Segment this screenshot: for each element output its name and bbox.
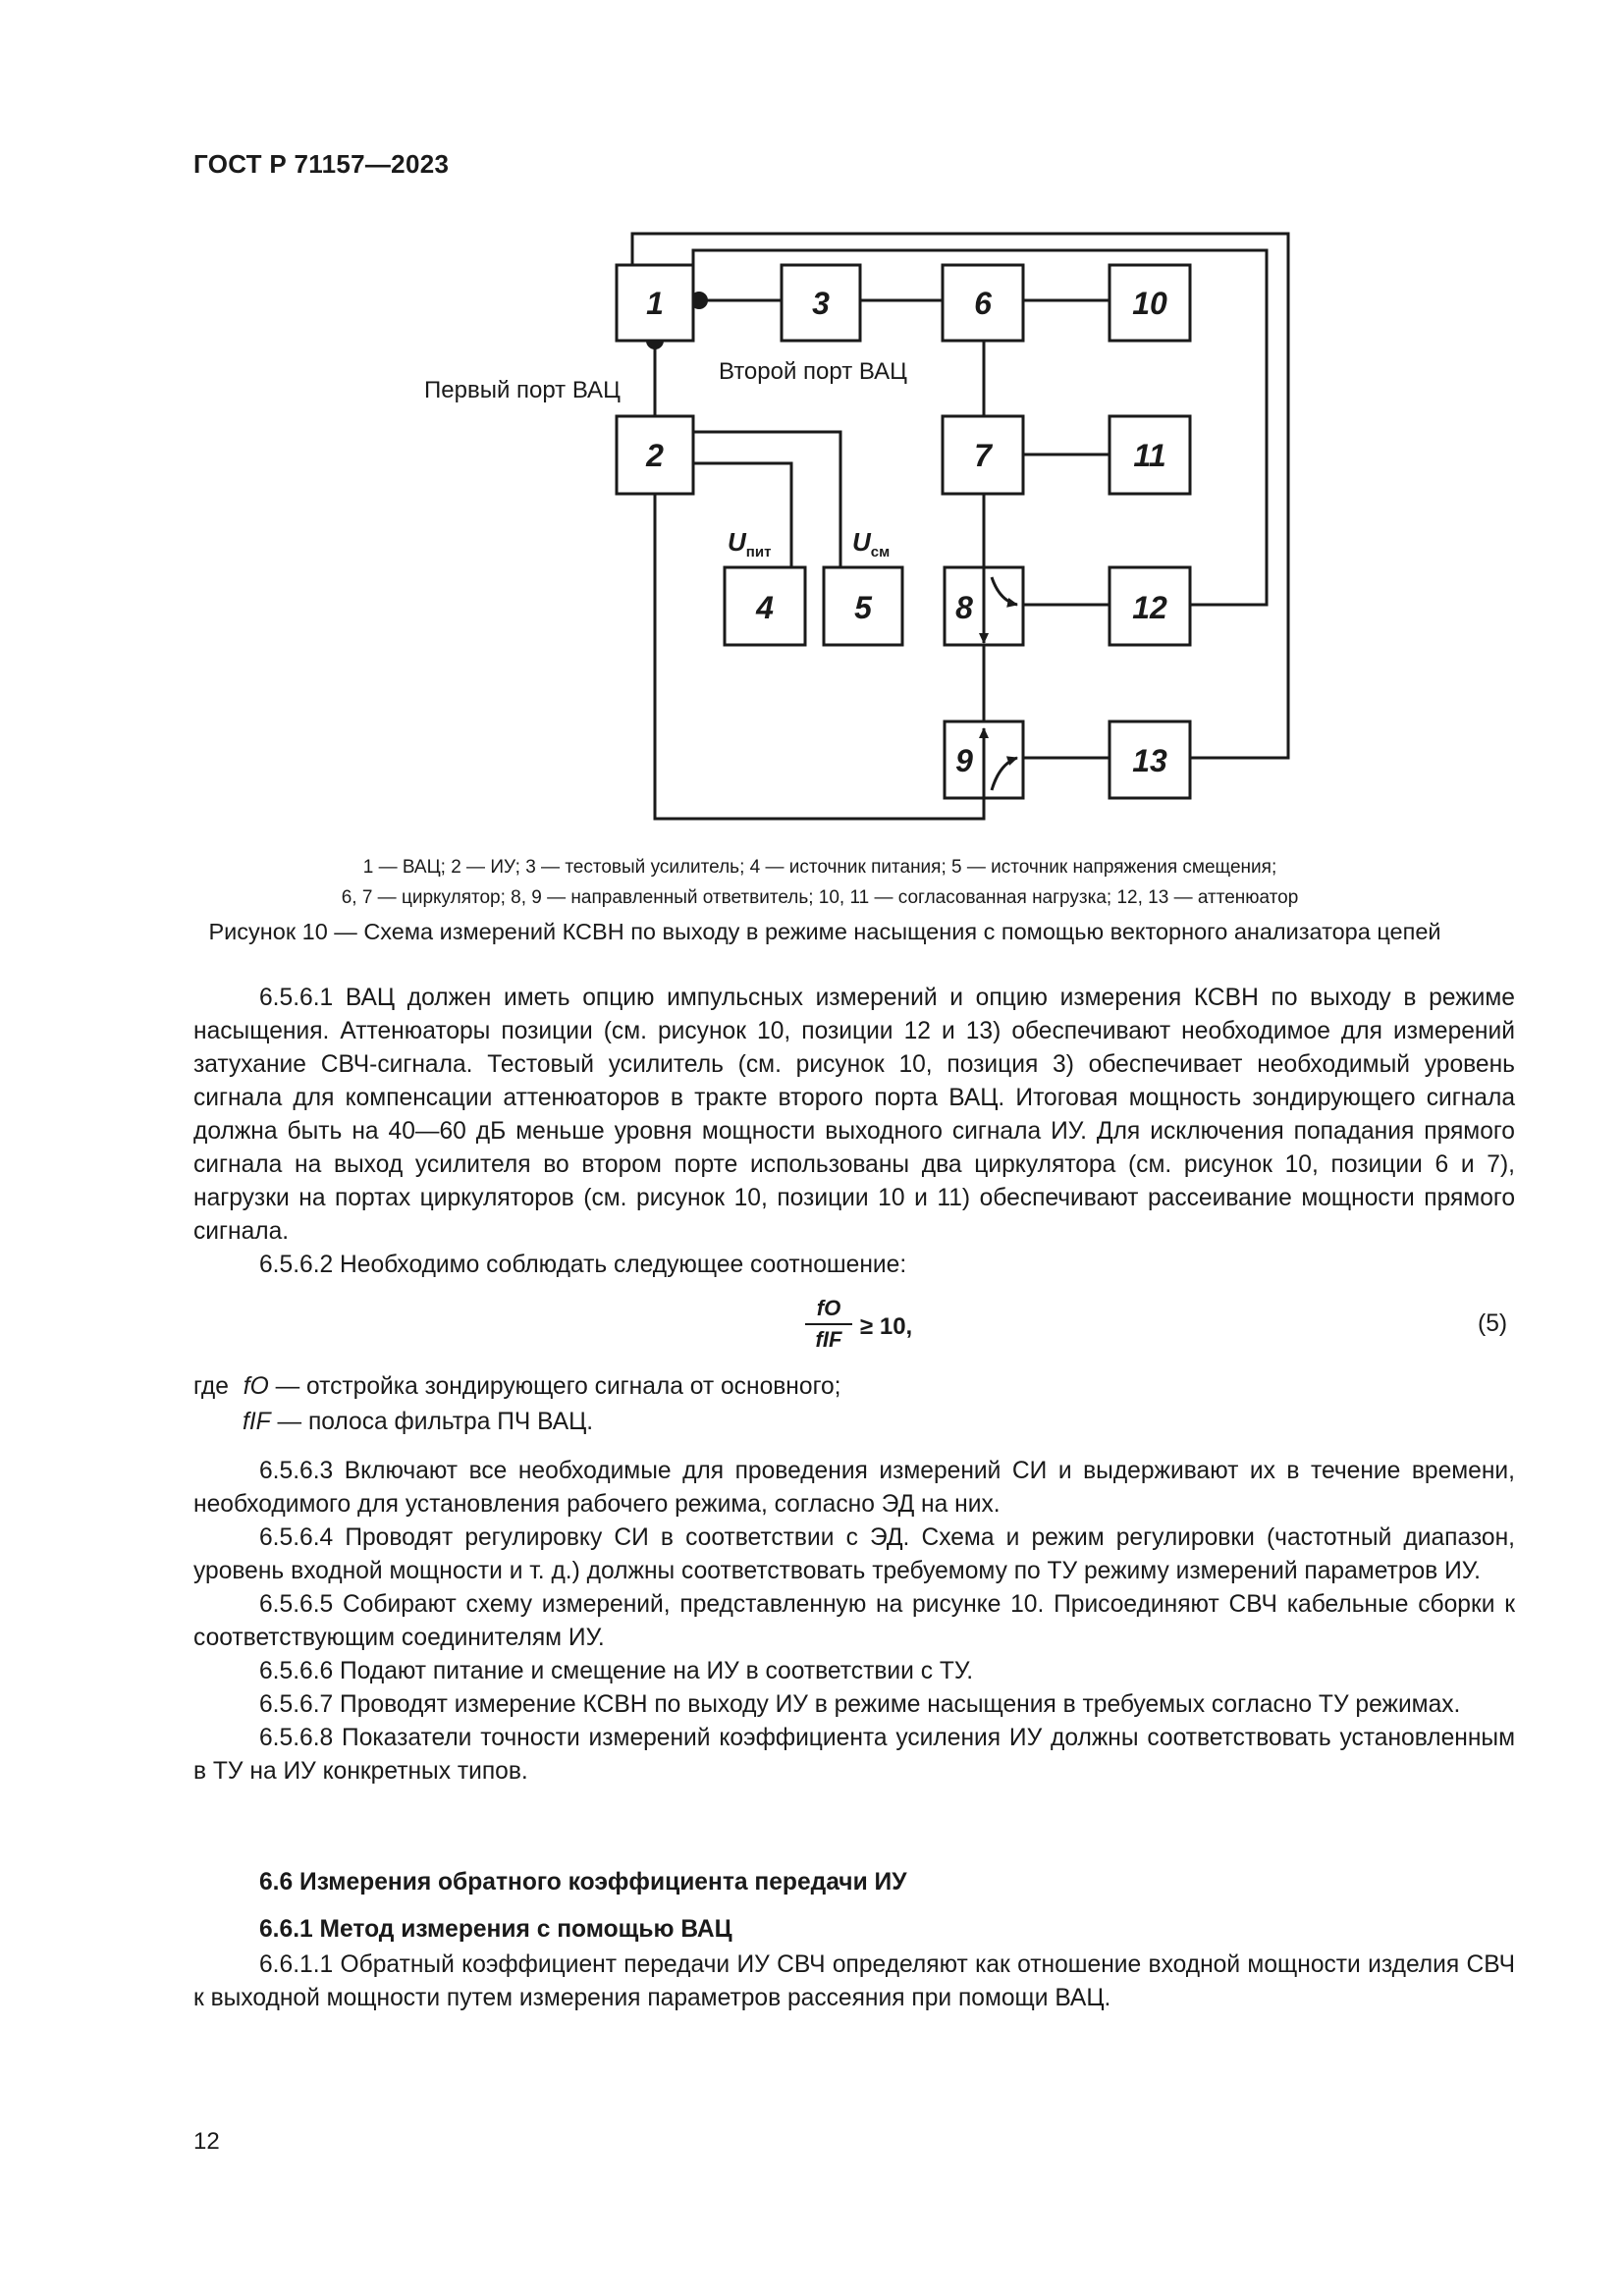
- formula-relation: ≥ 10,: [860, 1313, 913, 1340]
- block-4-label: 4: [756, 590, 774, 625]
- paragraph-6-5-6-5: 6.5.6.5 Собирают схему измерений, представленную на рисунке 10. Присоединяют СВЧ кабельные сборки к соответствующим соединителям ИУ.: [193, 1591, 1515, 1651]
- port1-label: Первый порт ВАЦ: [424, 377, 621, 403]
- block-7-label: 7: [974, 438, 992, 473]
- document-header: ГОСТ Р 71157—2023: [193, 149, 450, 179]
- where-symbol-fif: fIF: [243, 1409, 271, 1435]
- block-12-label: 12: [1132, 590, 1167, 625]
- formula-numerator: fO: [805, 1296, 852, 1325]
- measurement-diagram: [0, 0, 1624, 883]
- formula-where-line-1: [193, 1370, 841, 1404]
- page-number: 12: [193, 2128, 220, 2155]
- section-6-6-heading: 6.6 Измерения обратного коэффициента передачи ИУ: [259, 1869, 907, 1896]
- formula-denominator: fIF: [815, 1327, 842, 1352]
- section-6-6-1-heading: 6.6.1 Метод измерения с помощью ВАЦ: [259, 1916, 732, 1943]
- figure-caption: Рисунок 10 — Схема измерений КСВН по выходу в режиме насыщения с помощью векторного анализатора цепей: [208, 919, 1441, 944]
- paragraphs-block-b: [193, 1455, 1515, 1789]
- where-symbol-fo: fO: [243, 1373, 269, 1400]
- block-1-label: 1: [646, 286, 664, 321]
- figure-legend: [177, 852, 1463, 913]
- paragraph-6-5-6-6: 6.5.6.6 Подают питание и смещение на ИУ в соответствии с ТУ.: [259, 1658, 974, 1684]
- where-text-fif: — полоса фильтра ПЧ ВАЦ.: [277, 1409, 594, 1435]
- paragraph-6-5-6-8: 6.5.6.8 Показатели точности измерений коэффициента усиления ИУ должны соответствовать установленным в ТУ на ИУ конкретных типов.: [193, 1725, 1515, 1785]
- paragraph-6-5-6-7: 6.5.6.7 Проводят измерение КСВН по выходу ИУ в режиме насыщения в требуемых согласно ТУ режимах.: [259, 1691, 1461, 1718]
- wire-2-to-9: [655, 494, 984, 819]
- legend-line-1: 1 — ВАЦ; 2 — ИУ; 3 — тестовый усилитель; 4 — источник питания; 5 — источник напряжения смещения;: [362, 857, 1277, 878]
- coupler-9-arrow: [992, 758, 1017, 790]
- block-5-label: 5: [854, 590, 872, 625]
- where-prefix: где: [193, 1373, 229, 1400]
- block-6-label: 6: [974, 286, 992, 321]
- legend-line-2: 6, 7 — циркулятор; 8, 9 — направленный ответвитель; 10, 11 — согласованная нагрузка; 12, 13 — аттенюатор: [341, 887, 1299, 908]
- block-2-label: 2: [646, 438, 664, 473]
- formula-where-line-2: [243, 1406, 593, 1439]
- coupler-8-arrow: [992, 577, 1017, 605]
- block-9-label: 9: [955, 743, 973, 778]
- where-text-fo: — отстройка зондирующего сигнала от основного;: [275, 1373, 841, 1400]
- equation-number: (5): [1478, 1310, 1508, 1337]
- paragraph-6-5-6-4: 6.5.6.4 Проводят регулировку СИ в соответствии с ЭД. Схема и режим регулировки (частотный диапазон, уровень входной мощности и т. д.) должны соответствовать требуемому по ТУ режиму измерений параметров ИУ.: [193, 1524, 1515, 1584]
- paragraph-6-5-6-1: 6.5.6.1 ВАЦ должен иметь опцию импульсных измерений и опцию измерения КСВН по выходу в режиме насыщения. Аттенюаторы позиции (см. рисунок 10, позиции 12 и 13) обеспечивают необходимое для измерений затухание СВЧ-сигнала. Тестовый усилитель (см. рисунок 10, позиция 3) обеспечивает необходимый уровень сигнала для компенсации аттенюаторов в тракте второго порта ВАЦ. Итоговая мощность зондирующего сигнала должна быть на 40—60 дБ меньше уровня мощности выходного сигнала ИУ. Для исключения попадания прямого сигнала на выход усилителя во втором порте использованы два циркулятора (см. рисунок 10, позиции 6 и 7), нагрузки на портах циркуляторов (см. рисунок 10, позиции 10 и 11) обеспечивают рассеивание мощности прямого сигнала.: [193, 985, 1515, 1245]
- u-sm-label: $U_{см}$: [852, 527, 891, 561]
- block-3-label: 3: [812, 286, 830, 321]
- paragraph-6-6-1-1: 6.6.1.1 Обратный коэффициент передачи ИУ СВЧ определяют как отношение входной мощности изделия СВЧ к выходной мощности путем измерения параметров рассеяния при помощи ВАЦ.: [193, 1951, 1515, 2011]
- block-8-label: 8: [955, 590, 973, 625]
- block-10-label: 10: [1132, 286, 1167, 321]
- port2-label: Второй порт ВАЦ: [719, 358, 907, 385]
- paragraph-6-6-1-1-block: [193, 1949, 1515, 2015]
- paragraph-6-5-6-3: 6.5.6.3 Включают все необходимые для проведения измерений СИ и выдерживают их в течение времени, необходимого для установления рабочего режима, согласно ЭД на них.: [193, 1458, 1515, 1518]
- paragraphs-block-a: [193, 982, 1515, 1282]
- formula-fraction: [805, 1296, 852, 1353]
- formula-5: [805, 1296, 943, 1364]
- block-13-label: 13: [1132, 743, 1167, 778]
- u-pit-label: $U_{пит}$: [728, 527, 772, 561]
- block-11-label: 11: [1133, 438, 1166, 473]
- paragraph-6-5-6-2: 6.5.6.2 Необходимо соблюдать следующее соотношение:: [259, 1252, 907, 1278]
